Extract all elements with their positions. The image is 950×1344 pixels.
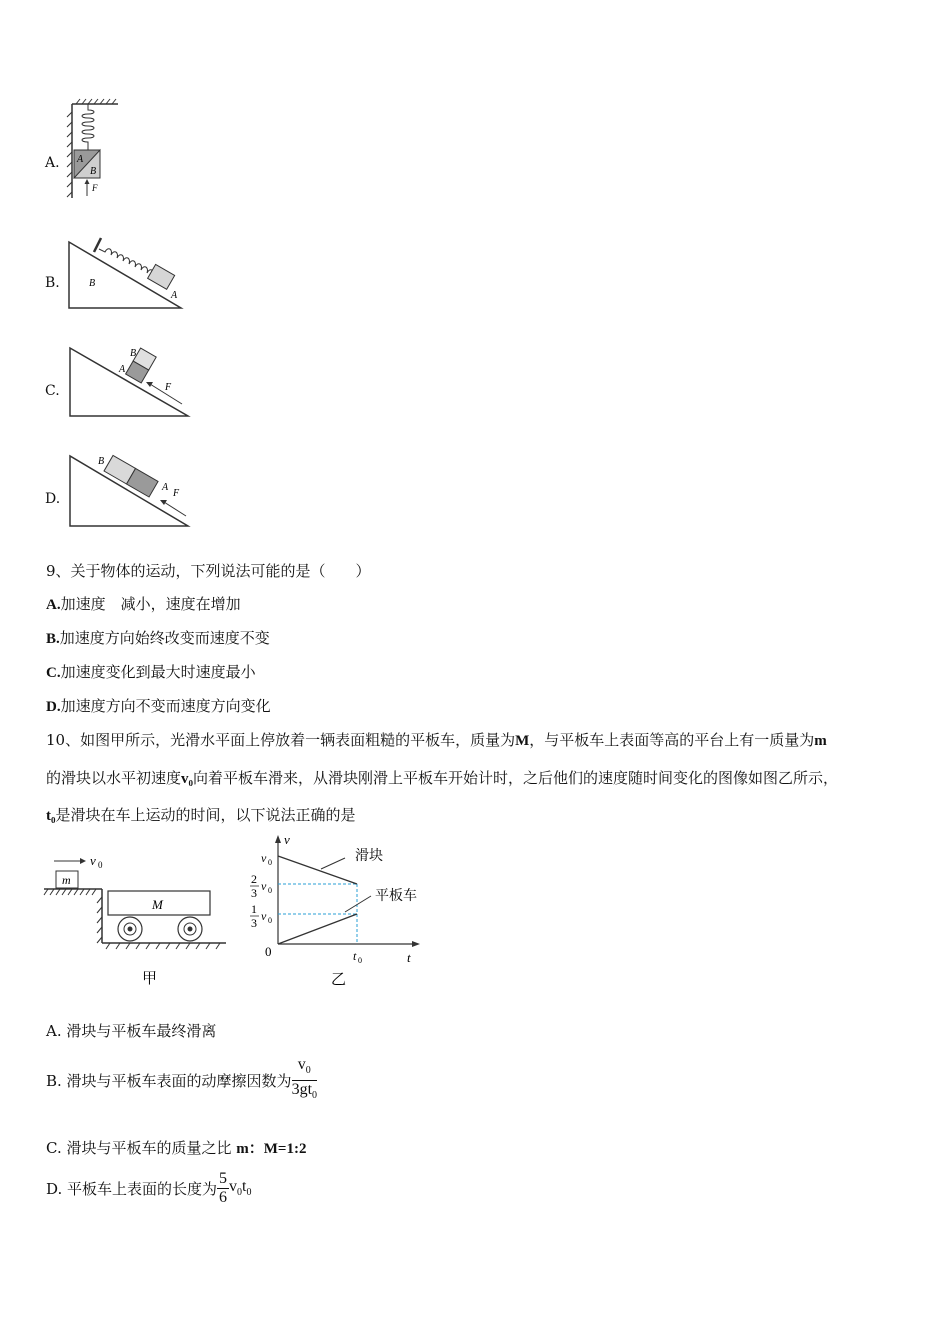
option-d-label: D.: [45, 491, 61, 507]
svg-text:A: A: [171, 290, 178, 301]
svg-text:2: 2: [251, 872, 257, 886]
svg-text:v: v: [284, 832, 290, 847]
svg-text:F: F: [165, 382, 172, 393]
svg-text:滑块: 滑块: [355, 849, 383, 864]
svg-text:A: A: [162, 482, 169, 493]
q10-option-a: A. 滑块与平板车最终滑离: [46, 1022, 217, 1040]
figure-yi-vt-graph: [245, 832, 435, 994]
svg-text:0: 0: [268, 858, 272, 867]
mu-fraction: $\frac{v_0}{3gt_0}$: [291, 1056, 318, 1102]
q10-stem-line3: t₀是滑块在车上运动的时间，以下说法正确的是: [46, 806, 356, 824]
svg-text:B: B: [130, 348, 137, 359]
q9-option-b: B.加速度方向始终改变而速度不变: [46, 629, 270, 647]
svg-text:A: A: [119, 364, 126, 375]
svg-text:m: m: [62, 873, 71, 887]
svg-text:F: F: [173, 488, 180, 499]
svg-text:t: t: [407, 950, 411, 965]
svg-text:v: v: [261, 851, 267, 865]
q10-stem-line2: 的滑块以水平初速度v₀向着平板车滑来，从滑块刚滑上平板车开始计时，之后他们的速度随时间变化的图像如图乙所示，: [46, 769, 839, 787]
q9-option-a: A.加速度 减小，速度在增加: [46, 595, 241, 613]
svg-text:3: 3: [251, 886, 257, 900]
svg-text:3: 3: [251, 916, 257, 930]
q10-stem-line1: 10、如图甲所示，光滑水平面上停放着一辆表面粗糙的平板车，质量为M，与平板车上表面等高的平台上有一质量为m: [46, 731, 827, 749]
q10-option-c: C. 滑块与平板车的质量之比 m：M=1:2: [46, 1139, 307, 1157]
svg-text:v: v: [261, 909, 267, 923]
svg-text:1: 1: [251, 902, 257, 916]
q9-option-d: D.加速度方向不变而速度方向变化: [46, 697, 271, 715]
q10-option-b: B. 滑块与平板车表面的动摩擦因数为 $\frac{v_0}{3gt_0}$: [46, 1056, 317, 1105]
figure-c-incline-push: [66, 344, 191, 420]
svg-text:0: 0: [98, 860, 103, 870]
svg-text:t: t: [353, 949, 357, 963]
svg-text:甲: 甲: [142, 971, 158, 987]
svg-text:F: F: [92, 183, 98, 193]
svg-text:0: 0: [358, 956, 362, 965]
svg-text:乙: 乙: [331, 972, 347, 988]
figure-a-spring-blocks: [62, 98, 122, 200]
figure-jia-cart: [40, 845, 240, 995]
option-a-label: A.: [45, 155, 60, 171]
svg-text:0: 0: [265, 944, 272, 959]
svg-text:平板车: 平板车: [375, 889, 417, 904]
svg-text:B: B: [89, 278, 96, 289]
option-c-label: C.: [45, 383, 60, 399]
svg-text:0: 0: [268, 916, 272, 925]
svg-text:v: v: [261, 879, 267, 893]
svg-text:v: v: [90, 853, 96, 868]
svg-text:0: 0: [268, 886, 272, 895]
q10-option-d: D. 平板车上表面的长度为 $\frac{5}{6}$ $v_0t_0$: [46, 1170, 252, 1206]
option-b-label: B.: [45, 275, 60, 291]
svg-text:M: M: [152, 897, 163, 912]
figure-d-incline-push: [66, 452, 192, 532]
svg-text:B: B: [98, 456, 105, 467]
svg-text:A: A: [77, 154, 84, 165]
length-fraction: $\frac{5}{6}$: [219, 1170, 228, 1206]
figure-b-incline-spring: [65, 232, 185, 312]
svg-text:B: B: [90, 166, 97, 177]
q9-stem: 9、关于物体的运动，下列说法可能的是（ ）: [46, 562, 371, 580]
q9-option-c: C.加速度变化到最大时速度最小: [46, 663, 256, 681]
